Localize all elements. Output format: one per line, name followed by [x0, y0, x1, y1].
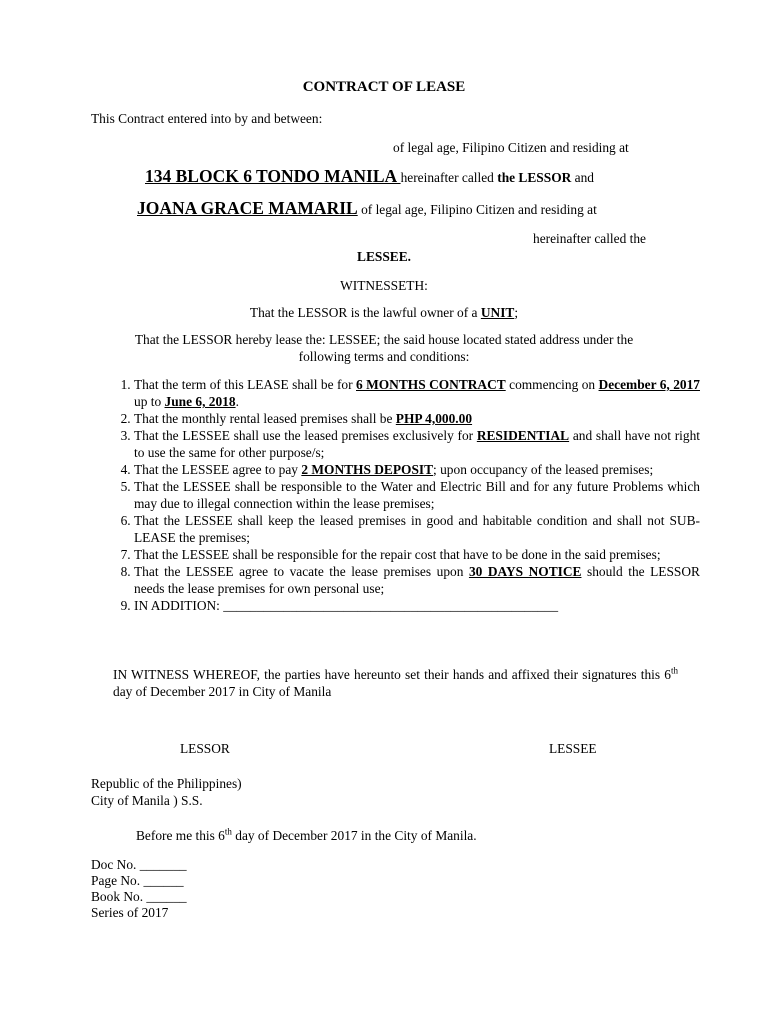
- book-number: Book No. ______: [91, 889, 187, 904]
- ack-ordinal: th: [224, 826, 232, 837]
- intro-line: This Contract entered into by and between:: [91, 111, 323, 126]
- lessor-address-line: [145, 168, 594, 186]
- called-prefix: hereinafter called: [400, 170, 494, 185]
- term-start-date: December 6, 2017: [598, 377, 700, 392]
- term-text: up to: [134, 394, 165, 409]
- lease-statement-line2: following terms and conditions:: [298, 349, 470, 364]
- lessee-residing: of legal age, Filipino Citizen and residing at: [361, 202, 597, 217]
- witness-whereof: [113, 666, 678, 700]
- ack-text: day of December 2017 in the City of Manila.: [231, 828, 477, 843]
- use-type: RESIDENTIAL: [476, 428, 570, 443]
- lessee-label-line: [0, 248, 768, 265]
- term-text: .: [235, 394, 239, 409]
- republic-line: Republic of the Philippines): [91, 776, 242, 791]
- lessee-name: JOANA GRACE MAMARIL: [137, 198, 358, 218]
- witness-text: day of December 2017 in City of Manila: [113, 684, 332, 699]
- term-4: [134, 461, 700, 478]
- term-9: 9. IN ADDITION: __________________________________________________: [134, 597, 700, 614]
- city-ss-line: City of Manila ) S.S.: [91, 793, 203, 808]
- terms-list: [112, 376, 700, 614]
- owner-text: That the LESSOR is the lawful owner of a: [249, 305, 481, 320]
- doc-number: Doc No. _______: [91, 857, 187, 872]
- rent-amount: PHP 4,000.00: [395, 411, 473, 426]
- term-8: [134, 563, 700, 597]
- term-text: ; upon occupancy of the leased premises;: [433, 462, 654, 477]
- acknowledgment-line: [136, 827, 477, 844]
- term-text: should the LESSOR needs the lease premises for own personal use;: [134, 564, 700, 596]
- lessor-address: 134 BLOCK 6 TONDO MANILA: [145, 166, 401, 186]
- term-3: [134, 427, 700, 461]
- term-text: commencing on: [505, 377, 599, 392]
- lessor-residing-line: of legal age, Filipino Citizen and residing at: [393, 140, 629, 155]
- notice-period: 30 DAYS NOTICE: [468, 564, 582, 579]
- owner-statement: [0, 304, 768, 321]
- document-title: CONTRACT OF LEASE: [302, 79, 466, 95]
- called-the-line: hereinafter called the: [533, 231, 647, 246]
- term-7: 7. That the LESSEE shall be responsible for the repair cost that have to be done in the said premises;: [134, 546, 700, 563]
- lessee-label: LESSEE.: [357, 249, 411, 264]
- signature-lessee: LESSEE: [549, 741, 597, 756]
- ack-text: Before me this 6: [136, 828, 225, 843]
- page-number: Page No. ______: [91, 873, 184, 888]
- lessee-name-line: [137, 200, 597, 218]
- term-6: 6. That the LESSEE shall keep the leased premises in good and habitable condition and shall not SUB-LEASE the premises;: [134, 512, 700, 546]
- term-end-date: June 6, 2018: [164, 394, 236, 409]
- term-text: That the term of this LEASE shall be for: [134, 377, 356, 392]
- lease-statement-line1: That the LESSOR hereby lease the: LESSEE; the said house located stated address under the: [134, 332, 634, 347]
- term-1: [134, 376, 700, 410]
- term-text: That the LESSEE agree to vacate the lease premises upon: [134, 564, 469, 579]
- witness-ordinal: th: [670, 665, 678, 676]
- signature-lessor: LESSOR: [180, 741, 230, 756]
- unit-label: UNIT: [480, 305, 515, 320]
- term-2: [134, 410, 700, 427]
- owner-punct: ;: [514, 305, 519, 320]
- term-duration: 6 MONTHS CONTRACT: [356, 377, 506, 392]
- term-text: That the monthly rental leased premises shall be: [134, 411, 396, 426]
- term-text: and shall have not right to use the same for other purpose/s;: [134, 428, 700, 460]
- term-5: 5. That the LESSEE shall be responsible to the Water and Electric Bill and for any future Problems which may due to illegal connection within the lease premises;: [134, 478, 700, 512]
- term-text: That the LESSEE agree to pay: [134, 462, 302, 477]
- witness-text: IN WITNESS WHEREOF, the parties have hereunto set their hands and affixed their signatures this 6: [113, 667, 671, 682]
- and-word: and: [574, 170, 594, 185]
- the-lessor-label: the LESSOR: [497, 170, 572, 185]
- witnesseth-heading: WITNESSETH:: [340, 278, 428, 293]
- series-year: Series of 2017: [91, 905, 169, 920]
- term-text: That the LESSEE shall use the leased premises exclusively for: [134, 428, 477, 443]
- deposit-amount: 2 MONTHS DEPOSIT: [301, 462, 434, 477]
